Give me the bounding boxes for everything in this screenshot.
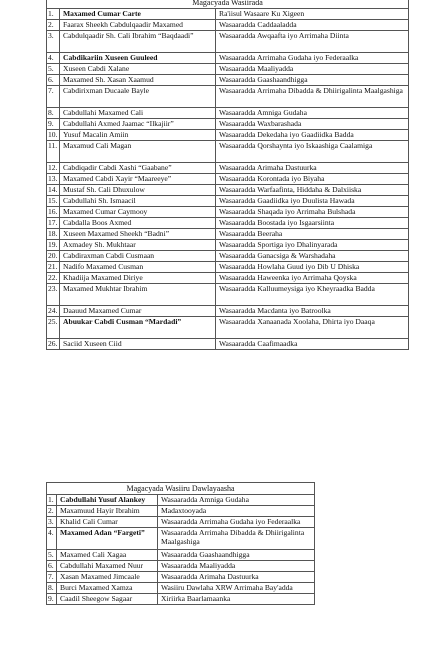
row-number: 20.: [48, 251, 58, 260]
ministry-name: Wasiiru Dawlaha XRW Arrimaha Bay'adda: [158, 583, 315, 594]
ministry-name: Wasaaradda Korontada iyo Biyaha: [216, 174, 409, 185]
ministry-name: Wasaaradda Boostada iyo Isgaarsiinta: [216, 218, 409, 229]
minister-name: Cabdalla Boos Axmed: [60, 218, 216, 229]
minister-name: Nadifo Maxamed Cusman: [60, 262, 216, 273]
state-ministers-table-caption: Magacyada Wasiiru Dawlayaasha: [47, 483, 315, 495]
row-number: 7.: [47, 572, 57, 583]
row-number: 26.: [48, 339, 58, 348]
table-row: [47, 119, 409, 130]
table-row: [47, 561, 315, 572]
table-row: [47, 185, 409, 196]
table-row: [47, 53, 409, 64]
minister-name: Faarax Sheekh Cabdulqaadir Maxamed: [60, 20, 216, 31]
table-row: [47, 240, 409, 251]
ministry-name: Xiriirka Baarlamaanka: [158, 594, 315, 605]
table-row: [47, 306, 409, 317]
ministry-name: Wasaaradda Caddaaladda: [216, 20, 409, 31]
minister-name: Caadil Sheegow Sagaar: [57, 594, 158, 605]
ministry-name: Wasaaradda Arrimaha Dibadda & Dhiirigalinta Maalgashiga: [158, 528, 315, 550]
ministry-name: Wasaaradda Sportiga iyo Dhalinyarada: [216, 240, 409, 251]
minister-name: Cabdullahi Sh. Ismaacil: [60, 196, 216, 207]
minister-name: Axmadey Sh. Mukhtaar: [60, 240, 216, 251]
ministry-name: Madaxtooyada: [158, 506, 315, 517]
ministers-table-caption: Magacyada Wasiirada: [47, 0, 409, 9]
table-row: [47, 506, 315, 517]
table-row: [47, 141, 409, 163]
state-ministers-table-body: [47, 495, 315, 605]
table-row: [47, 196, 409, 207]
ministry-name: Wasaaradda Amniga Gudaha: [216, 108, 409, 119]
row-number: 7.: [47, 86, 60, 108]
ministry-name: Wasaaradda Ganacsiga & Warshadaha: [216, 251, 409, 262]
minister-name: Maxamed Cumar Carte: [60, 9, 216, 20]
table-row: [47, 495, 315, 506]
row-number: 1.: [47, 495, 57, 506]
row-number: 12.: [48, 163, 58, 172]
minister-name: Maxamuud Hayir Ibrahim: [57, 506, 158, 517]
table-row: [47, 572, 315, 583]
row-number: 22.: [48, 273, 58, 282]
ministry-name: Wasaaradda Xanaanada Xoolaha, Dhirta iyo Daaqa: [216, 317, 409, 339]
table-row: [47, 550, 315, 561]
ministry-name: Ra'iisul Wasaare Ku Xigeen: [216, 9, 409, 20]
minister-name: Maxamed Adan “Fargeti”: [57, 528, 158, 550]
row-number: 24.: [48, 306, 58, 315]
row-number: 8.: [47, 583, 57, 594]
table-row: [47, 594, 315, 605]
table-row: [47, 174, 409, 185]
ministry-name: Wasaaradda Awqaafta iyo Arrimaha Diinta: [216, 31, 409, 53]
table-row: [47, 218, 409, 229]
minister-name: Maxamud Cali Magan: [60, 141, 216, 163]
row-number: 11.: [47, 141, 60, 163]
minister-name: Xasan Maxamed Jimcaale: [57, 572, 158, 583]
table-row: [47, 20, 409, 31]
minister-name: Cabdulqaadir Sh. Cali Ibrahim “Baqdaadi”: [60, 31, 216, 53]
row-number: 1.: [47, 9, 60, 20]
row-number: 18.: [48, 229, 58, 238]
minister-name: Cabdikariin Xuseen Guuleed: [60, 53, 216, 64]
row-number: 2.: [47, 20, 60, 31]
ministry-name: Wasaaradda Qorshaynta iyo Iskaashiga Caalamiga: [216, 141, 409, 163]
row-number: 9.: [47, 119, 60, 130]
minister-name: Xuseen Cabdi Xalane: [60, 64, 216, 75]
ministry-name: Wasaaradda Arrimaha Gudaha iyo Federaalka: [216, 53, 409, 64]
row-number: 19.: [48, 240, 58, 249]
table-row: [47, 86, 409, 108]
minister-name: Saciid Xuseen Ciid: [60, 339, 216, 350]
minister-name: Cabdirixman Ducaale Bayle: [60, 86, 216, 108]
minister-name: Maxamed Cabdi Xayir “Maareeye”: [60, 174, 216, 185]
table-row: [47, 163, 409, 174]
ministry-name: Wasaaradda Arimaha Dastuurka: [216, 163, 409, 174]
row-number: 3.: [47, 31, 60, 53]
table-row: [47, 130, 409, 141]
table-row: [47, 583, 315, 594]
minister-name: Xuseen Maxamed Sheekh “Badni”: [60, 229, 216, 240]
minister-name: Mustaf Sh. Cali Dhuxulow: [60, 185, 216, 196]
ministry-name: Wasaaradda Arimaha Dastuurka: [158, 572, 315, 583]
ministers-table: [46, 0, 409, 350]
row-number: 3.: [47, 517, 57, 528]
table-row: [47, 251, 409, 262]
table-row: [47, 262, 409, 273]
table-row: [47, 229, 409, 240]
row-number: 4.: [47, 528, 57, 550]
table-row: [47, 339, 409, 350]
ministry-name: Wasaaradda Maaliyadda: [216, 64, 409, 75]
table-row: [47, 64, 409, 75]
table-row: [47, 284, 409, 306]
row-number: 25.: [47, 317, 60, 339]
ministry-name: Wasaaradda Shaqada iyo Arrimaha Bulshada: [216, 207, 409, 218]
table-row: [47, 317, 409, 339]
ministry-name: Wasaaradda Macdanta iyo Batroolka: [216, 306, 409, 317]
table-row: [47, 273, 409, 284]
ministry-name: Wasaaradda Gaashaandhigga: [158, 550, 315, 561]
minister-name: Khadiija Maxamed Diriye: [60, 273, 216, 284]
minister-name: Maxamed Cali Xagaa: [57, 550, 158, 561]
minister-name: Cabdullahi Maxamed Nuur: [57, 561, 158, 572]
minister-name: Khalid Cali Cumar: [57, 517, 158, 528]
minister-name: Cabdullahi Axmed Jaamac “Ilkajiir”: [60, 119, 216, 130]
row-number: 6.: [47, 561, 57, 572]
table-row: [47, 9, 409, 20]
table-row: [47, 517, 315, 528]
minister-name: Maxamed Sh. Xasan Xaamud: [60, 75, 216, 86]
ministry-name: Wasaaradda Dekedaha iyo Gaadiidka Badda: [216, 130, 409, 141]
row-number: 5.: [47, 64, 60, 75]
minister-name: Maxamed Mukhtar Ibrahim: [60, 284, 216, 306]
row-number: 6.: [47, 75, 60, 86]
state-ministers-table: [46, 482, 315, 605]
ministry-name: Wasaaradda Maaliyadda: [158, 561, 315, 572]
minister-name: Cabdiqadir Cabdi Xashi “Gaabane”: [60, 163, 216, 174]
table-row: [47, 31, 409, 53]
ministry-name: Wasaaradda Haweenka iyo Arrimaha Qoyska: [216, 273, 409, 284]
row-number: 5.: [47, 550, 57, 561]
ministry-name: Wasaaradda Arrimaha Gudaha iyo Federaalka: [158, 517, 315, 528]
row-number: 9.: [47, 594, 57, 605]
ministry-name: Wasaaradda Arrimaha Dibadda & Dhiirigalinta Maalgashiga: [216, 86, 409, 108]
ministry-name: Wasaaradda Waxbarashada: [216, 119, 409, 130]
minister-name: Cabdullahi Yusuf Alankey: [57, 495, 158, 506]
row-number: 2.: [47, 506, 57, 517]
table-row: [47, 207, 409, 218]
row-number: 17.: [48, 218, 58, 227]
row-number: 4.: [47, 53, 60, 64]
row-number: 21.: [48, 262, 58, 271]
minister-name: Burci Maxamed Xamza: [57, 583, 158, 594]
table-row: [47, 75, 409, 86]
minister-name: Cabdiraxman Cabdi Cusmaan: [60, 251, 216, 262]
row-number: 23.: [47, 284, 60, 306]
minister-name: Cabdullahi Maxamed Cali: [60, 108, 216, 119]
ministry-name: Wasaaradda Warfaafinta, Hiddaha & Dalxiiska: [216, 185, 409, 196]
ministry-name: Wasaaradda Gaadiidka iyo Duulista Hawada: [216, 196, 409, 207]
minister-name: Maxamed Cumar Caymooy: [60, 207, 216, 218]
table-row: [47, 108, 409, 119]
minister-name: Yusuf Macalin Amiin: [60, 130, 216, 141]
minister-name: Abuukar Cabdi Cusman “Mardadi”: [60, 317, 216, 339]
minister-name: Daauud Maxamed Cumar: [60, 306, 216, 317]
row-number: 13.: [48, 174, 58, 183]
row-number: 16.: [48, 207, 58, 216]
ministry-name: Wasaaradda Howlaha Guud iyo Dib U Dhiska: [216, 262, 409, 273]
row-number: 15.: [48, 196, 58, 205]
table-row: [47, 528, 315, 550]
ministry-name: Wasaaradda Caafimaadka: [216, 339, 409, 350]
row-number: 10.: [48, 130, 58, 139]
ministry-name: Wasaaradda Beeraha: [216, 229, 409, 240]
ministry-name: Wasaaradda Kalluumeysiga iyo Kheyraadka Badda: [216, 284, 409, 306]
row-number: 14.: [48, 185, 58, 194]
ministry-name: Wasaaradda Amniga Gudaha: [158, 495, 315, 506]
ministry-name: Wasaaradda Gaashaandhigga: [216, 75, 409, 86]
row-number: 8.: [47, 108, 60, 119]
ministers-table-body: [47, 9, 409, 350]
